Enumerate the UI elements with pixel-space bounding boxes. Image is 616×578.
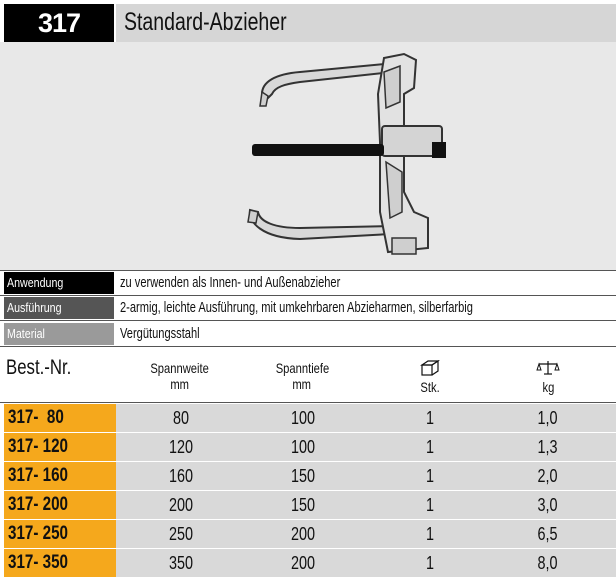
column-header-spannweite: Spannweite mm [150,360,210,392]
cell-stk: 1 [425,553,434,573]
cell-spanntiefe: 100 [290,408,316,428]
cell-stk: 1 [425,495,434,515]
order-number: 317- 250 [4,520,116,548]
cell-kg: 6,5 [537,524,559,544]
cell-spannweite: 350 [168,553,194,573]
row-cells [116,520,616,548]
table-row [0,491,616,520]
divider [0,270,616,271]
order-number: 317- 120 [4,433,116,461]
cell-spannweite: 160 [168,466,194,486]
info-label: Ausführung [4,297,114,319]
cell-kg: 3,0 [537,495,559,515]
cell-spanntiefe: 200 [290,524,316,544]
divider [0,402,616,403]
info-value: zu verwenden als Innen- und Außenabzieher [116,272,616,294]
order-number: 317- 200 [4,491,116,519]
info-value: Vergütungsstahl [116,323,616,345]
cell-spannweite: 250 [168,524,194,544]
divider [0,320,616,321]
cell-spanntiefe: 150 [290,495,316,515]
table-row [0,404,616,433]
product-code: 317 [4,4,114,42]
cell-spannweite: 120 [168,437,194,457]
cell-spanntiefe: 100 [290,437,316,457]
product-image-area [0,42,616,270]
table-row [0,462,616,491]
cell-kg: 1,0 [537,408,559,428]
info-row-ausfuehrung [0,297,616,319]
divider [0,295,616,296]
row-cells [116,549,616,577]
divider [0,346,616,347]
table-row [0,520,616,549]
info-value: 2-armig, leichte Ausführung, mit umkehrbaren Abzieharmen, silberfarbig [116,297,616,319]
cell-stk: 1 [425,524,434,544]
cell-spanntiefe: 200 [290,553,316,573]
column-header-best-nr: Best.-Nr. [6,356,72,379]
cell-stk: 1 [425,437,434,457]
cell-kg: 2,0 [537,466,559,486]
cell-stk: 1 [425,466,434,486]
table-row [0,549,616,578]
info-label: Anwendung [4,272,114,294]
row-cells [116,462,616,490]
info-label: Material [4,323,114,345]
scale-icon [536,360,560,376]
info-row-anwendung [0,272,616,294]
table-row [0,433,616,462]
cell-spannweite: 80 [172,408,190,428]
cell-spanntiefe: 150 [290,466,316,486]
row-cells [116,404,616,432]
page-title: Standard-Abzieher [124,8,287,36]
title-bar [116,4,616,42]
column-header-stk: Stk. [400,360,460,395]
puller-illustration [0,42,616,270]
table-header [0,348,616,402]
column-header-spanntiefe: Spanntiefe mm [275,360,329,392]
cell-kg: 8,0 [537,553,559,573]
cell-stk: 1 [425,408,434,428]
info-row-material [0,323,616,345]
order-number: 317- 160 [4,462,116,490]
cell-spannweite: 200 [168,495,194,515]
box-icon [420,360,440,376]
header [0,0,616,42]
row-cells [116,491,616,519]
column-header-kg: kg [518,360,578,395]
row-cells [116,433,616,461]
order-number: 317- 80 [4,404,116,432]
cell-kg: 1,3 [537,437,559,457]
order-number: 317- 350 [4,549,116,577]
